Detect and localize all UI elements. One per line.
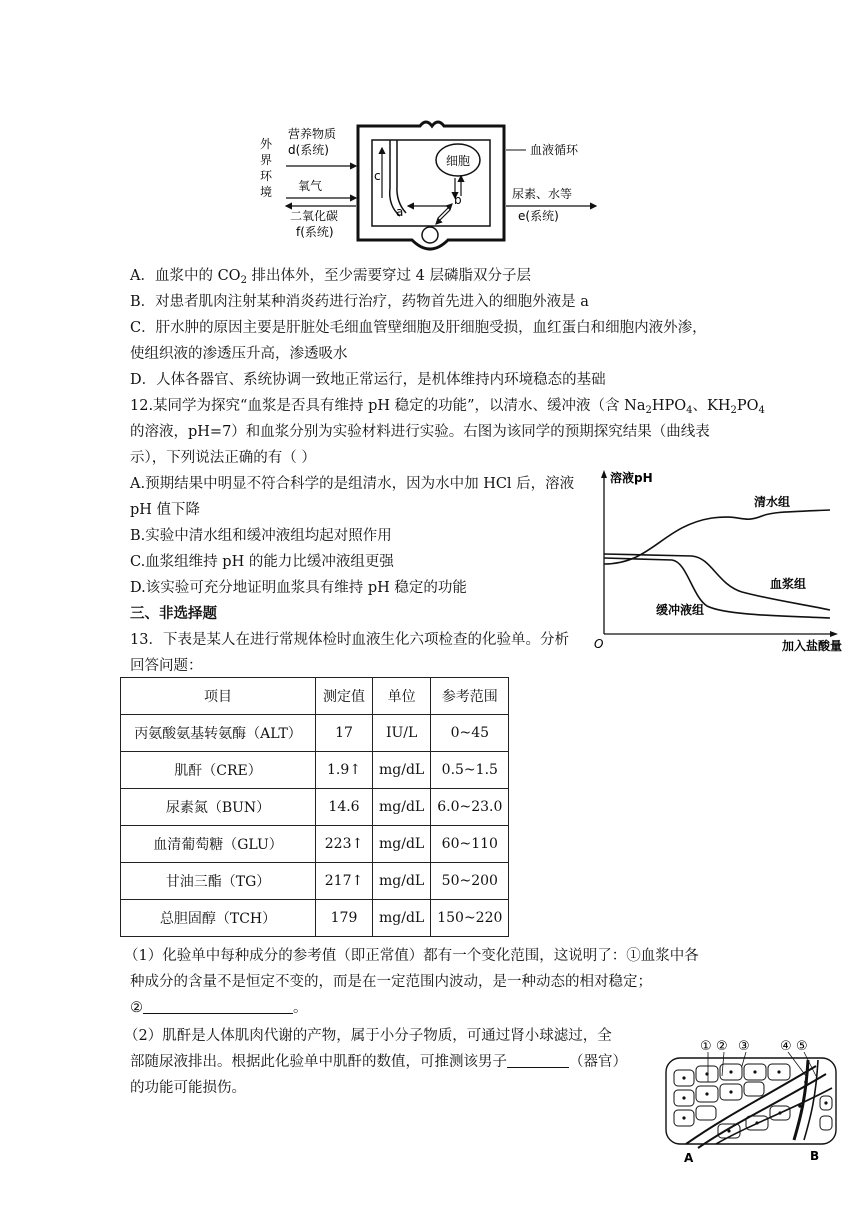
table-cell: 179 [316, 900, 373, 937]
table-header-cell: 测定值 [316, 678, 373, 715]
table-cell: 丙氨酸氨基转氨酶（ALT） [121, 715, 316, 752]
table-cell: 217↑ [316, 863, 373, 900]
e-system-label: e(系统) [518, 209, 559, 223]
table-cell: 17 [316, 715, 373, 752]
lab-results-table [120, 677, 509, 937]
q11-option-b: B．对患者肌肉注射某种消炎药进行治疗，药物首先进入的细胞外液是 a [130, 294, 589, 310]
f-system-label: f(系统) [296, 225, 334, 239]
q11-option-a: A．血浆中的 $CO_2$ 排出体外，至少需要穿过 4 层磷脂双分子层 [130, 268, 531, 286]
d-system-label: d(系统) [288, 143, 329, 157]
table-cell: 223↑ [316, 826, 373, 863]
table-cell: mg/dL [373, 752, 431, 789]
cell-label: 细胞 [446, 154, 471, 168]
series-line-water [604, 510, 830, 564]
table-row [121, 789, 509, 826]
table-cell: 60~110 [431, 826, 509, 863]
q13-part2-line2: 部随尿液排出。根据此化验单中肌酐的数值，可推测该男子 （器官） [130, 1054, 627, 1070]
nutrient-label: 营养物质 [288, 127, 337, 141]
q12-option-a: A.预期结果中明显不符合科学的是组清水，因为水中加 HCl 后，溶液 [130, 476, 575, 492]
answer-blank-2[interactable] [507, 1052, 569, 1068]
q12-option-c: C.血浆组维持 pH 的能力比缓冲液组更强 [130, 554, 394, 570]
marker-5: ⑤ [796, 1039, 808, 1054]
table-cell: 0~45 [431, 715, 509, 752]
table-cell: mg/dL [373, 789, 431, 826]
q13-part2-line3: 的功能可能损伤。 [130, 1080, 246, 1096]
q12-stem-line3: 示），下列说法正确的有（ ） [130, 450, 316, 466]
table-cell: 150~220 [431, 900, 509, 937]
outside-label-1: 外 [260, 137, 273, 151]
table-cell: 总胆固醇（TCH） [121, 900, 316, 937]
origin-label: O [594, 637, 604, 651]
tissue-outline [666, 1058, 836, 1144]
marker-1: ① [700, 1039, 712, 1054]
label-a: a [396, 205, 404, 219]
table-cell: 肌酐（CRE） [121, 752, 316, 789]
table-cell: 0.5~1.5 [431, 752, 509, 789]
ph-chart [592, 466, 852, 656]
q11-option-d: D．人体各器官、系统协调一致地正常运行，是机体维持内环境稳态的基础 [130, 372, 606, 388]
internal-environment-diagram [250, 118, 610, 258]
marker-3: ③ [738, 1039, 750, 1054]
section-heading: 三、非选择题 [130, 605, 217, 622]
marker-4: ④ [780, 1039, 792, 1054]
q11-option-c: C．肝水肿的原因主要是肝脏处毛细血管壁细胞及肝细胞受损，血红蛋白和细胞内液外渗， [130, 320, 707, 336]
q12-option-b: B.实验中清水组和缓冲液组均起对照作用 [130, 528, 392, 544]
y-axis-label: 溶液pH [610, 471, 653, 485]
oxygen-label: 氧气 [298, 179, 323, 193]
marker-2: ② [716, 1039, 728, 1054]
table-cell: 血清葡萄糖（GLU） [121, 826, 316, 863]
q11-option-c-cont: 使组织液的渗透压升高，渗透吸水 [130, 346, 348, 362]
table-row [121, 752, 509, 789]
q13-part1-line3: ② 。 [130, 1000, 308, 1016]
table-cell: 50~200 [431, 863, 509, 900]
q12-stem-line1: 12.某同学为探究“血浆是否具有维持 pH 稳定的功能”，以清水、缓冲液（含 $Na_2HPO_4$、$KH_2PO_4$ [130, 398, 765, 416]
capillary-circle [422, 227, 438, 243]
series-label-buffer: 缓冲液组 [656, 603, 705, 617]
q13-intro-line2: 回答问题： [130, 658, 203, 674]
table-cell: 6.0~23.0 [431, 789, 509, 826]
table-header-cell: 单位 [373, 678, 431, 715]
table-cell: mg/dL [373, 900, 431, 937]
q13-part2-line1: （2）肌酐是人体肌肉代谢的产物，属于小分子物质，可通过肾小球滤过，全 [124, 1028, 612, 1044]
answer-blank-1[interactable] [143, 998, 293, 1014]
tissue-diagram [656, 1036, 846, 1164]
series-label-water: 清水组 [754, 495, 791, 509]
table-row [121, 900, 509, 937]
co2-label: 二氧化碳 [290, 209, 339, 223]
blood-circ-label: 血液循环 [530, 143, 579, 157]
table-cell: 尿素氮（BUN） [121, 789, 316, 826]
label-A: A [684, 1151, 694, 1164]
table-row [121, 715, 509, 752]
table-cell: 1.9↑ [316, 752, 373, 789]
urea-label: 尿素、水等 [512, 187, 573, 201]
q13-intro-line1: 13．下表是某人在进行常规体检时血液生化六项检查的化验单。分析 [130, 632, 569, 648]
table-cell: 甘油三酯（TG） [121, 863, 316, 900]
svg-text:环: 环 [260, 169, 273, 183]
q13-part1-line2: 种成分的含量不是恒定不变的，而是在一定范围内波动，是一种动态的相对稳定； [130, 974, 652, 990]
table-header-cell: 参考范围 [431, 678, 509, 715]
label-c: c [374, 169, 381, 183]
series-label-plasma: 血浆组 [770, 577, 807, 591]
table-row [121, 863, 509, 900]
table-cell: 14.6 [316, 789, 373, 826]
x-axis-label: 加入盐酸量 [782, 639, 843, 653]
table-cell: mg/dL [373, 863, 431, 900]
table-cell: mg/dL [373, 826, 431, 863]
svg-text:界: 界 [260, 153, 273, 167]
table-header-row [121, 678, 509, 715]
q12-option-a-cont: pH 值下降 [130, 502, 201, 518]
table-header-cell: 项目 [121, 678, 316, 715]
label-b: b [454, 193, 462, 207]
q12-stem-line2: 的溶液，pH=7）和血浆分别为实验材料进行实验。右图为该同学的预期探究结果（曲线表 [130, 424, 710, 440]
q13-part1-line1: （1）化验单中每种成分的参考值（即正常值）都有一个变化范围，这说明了：①血浆中各 [124, 948, 699, 964]
q12-option-d: D.该实验可充分地证明血浆具有维持 pH 稳定的功能 [130, 580, 467, 596]
label-B: B [810, 1149, 820, 1163]
table-row [121, 826, 509, 863]
table-cell: IU/L [373, 715, 431, 752]
svg-text:境: 境 [260, 185, 273, 199]
